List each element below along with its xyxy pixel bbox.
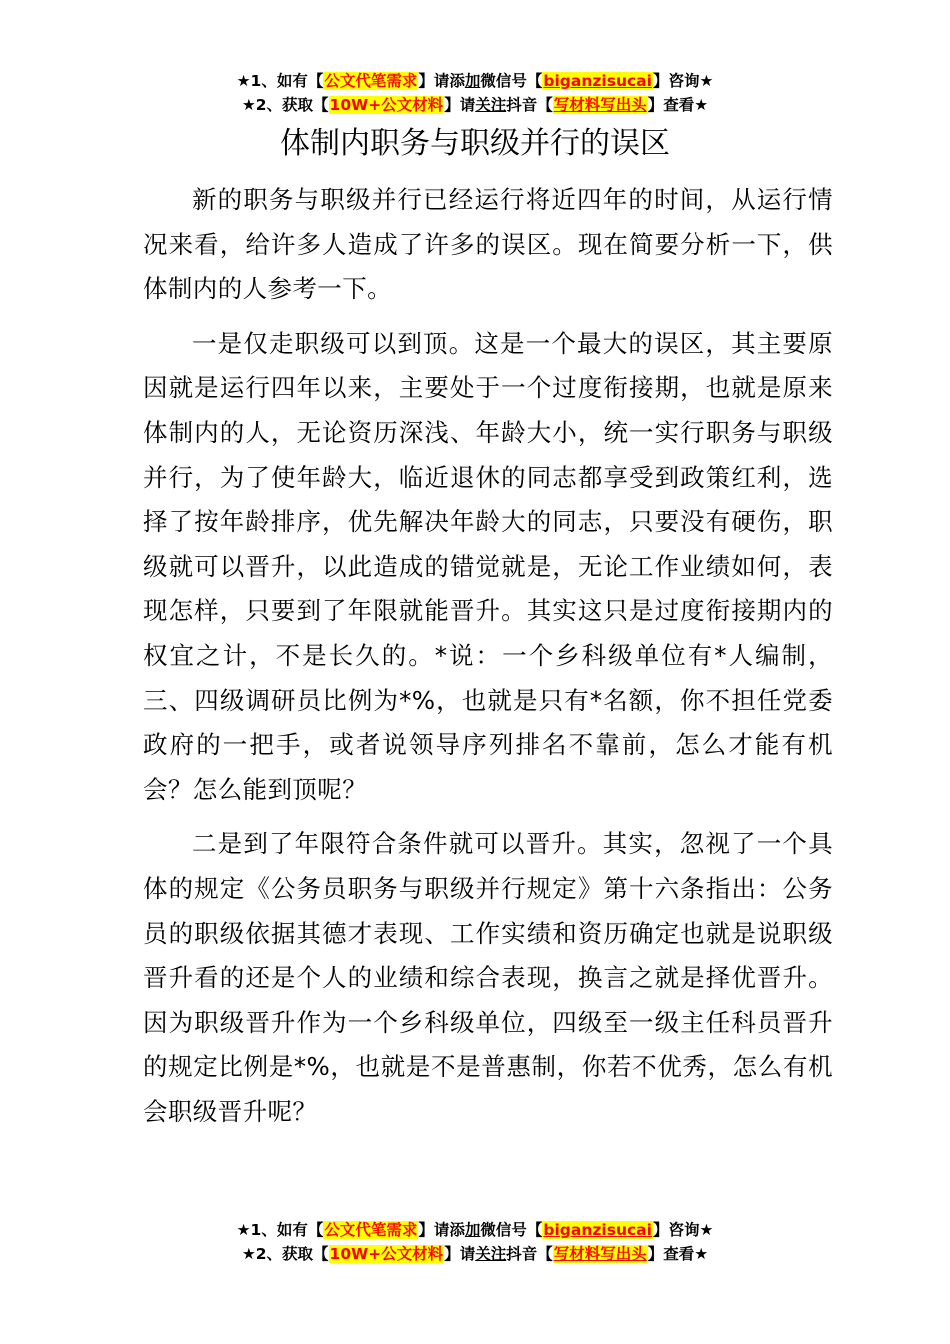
ad-text-underlined: 加 — [464, 72, 481, 90]
ad-highlight-wechat-id: biganzisucai — [543, 72, 652, 90]
ad-text: ★1、如有【 — [236, 1221, 324, 1239]
ad-highlight-materials: 10W+公文材料 — [329, 96, 444, 114]
ad-highlight-douyin-account: 写材料写出头 — [553, 1245, 647, 1263]
ad-text: 抖音【 — [506, 96, 553, 114]
header-ad-line-1 — [0, 69, 950, 93]
ad-highlight-service: 公文代笔需求 — [324, 72, 418, 90]
document-body — [143, 178, 833, 1144]
ad-text: ★2、获取【 — [241, 96, 329, 114]
paragraph-intro: 新的职务与职级并行已经运行将近四年的时间，从运行情况来看，给许多人造成了许多的误区。现在简要分析一下，供体制内的人参考一下。 — [143, 185, 833, 304]
footer-advertisement — [0, 1218, 950, 1266]
document-title: 体制内职务与职级并行的误区 — [280, 126, 670, 161]
paragraph-point-two: 二是到了年限符合条件就可以晋升。其实，忽视了一个具体的规定《公务员职务与职级并行规定》第十六条指出：公务员的职级依据其德才表现、工作实绩和资历确定也就是说职级晋升看的还是个人的业绩和综合表现，换言之就是择优晋升。因为职级晋升作为一个乡科级单位，四级至一级主任科员晋升的规定比例是*%，也就是不是普惠制，你若不优秀，怎么有机会职级晋升呢？ — [143, 829, 833, 1126]
ad-text: 】请 — [444, 96, 476, 114]
ad-text: 】查看★ — [647, 96, 709, 114]
header-advertisement — [0, 69, 950, 117]
ad-text: 抖音【 — [506, 1245, 553, 1263]
ad-text: ★2、获取【 — [241, 1245, 329, 1263]
ad-text: 】请 — [444, 1245, 476, 1263]
ad-highlight-materials: 10W+公文材料 — [329, 1245, 444, 1263]
ad-text: 】咨询★ — [652, 1221, 714, 1239]
ad-highlight-service: 公文代笔需求 — [324, 1221, 418, 1239]
footer-ad-line-2 — [0, 1242, 950, 1266]
ad-text: 】请添 — [418, 1221, 465, 1239]
ad-text: 】查看★ — [647, 1245, 709, 1263]
ad-text: 微信号【 — [480, 72, 543, 90]
ad-text: 】咨询★ — [652, 72, 714, 90]
ad-highlight-douyin-account: 写材料写出头 — [553, 96, 647, 114]
ad-text-underlined: 关注 — [475, 96, 507, 114]
ad-text: ★1、如有【 — [236, 72, 324, 90]
ad-text-underlined: 加 — [464, 1221, 481, 1239]
ad-text: 微信号【 — [480, 1221, 543, 1239]
paragraph-point-one: 一是仅走职级可以到顶。这是一个最大的误区，其主要原因就是运行四年以来，主要处于一个过度衔接期，也就是原来体制内的人，无论资历深浅、年龄大小，统一实行职务与职级并行，为了使年龄大，临近退休的同志都享受到政策红利，选择了按年龄排序，优先解决年龄大的同志，只要没有硬伤，职级就可以晋升，以此造成的错觉就是，无论工作业绩如何，表现怎样，只要到了年限就能晋升。其实这只是过度衔接期内的权宜之计，不是长久的。*说：一个乡科级单位有*人编制，三、四级调研员比例为*%，也就是只有*名额，你不担任党委政府的一把手，或者说领导序列排名不靠前，怎么才能有机会？怎么能到顶呢？ — [143, 328, 833, 804]
ad-highlight-wechat-id: biganzisucai — [543, 1221, 652, 1239]
ad-text: 】请添 — [418, 72, 465, 90]
footer-ad-line-1 — [0, 1218, 950, 1242]
ad-text-underlined: 关注 — [475, 1245, 507, 1263]
header-ad-line-2 — [0, 93, 950, 117]
